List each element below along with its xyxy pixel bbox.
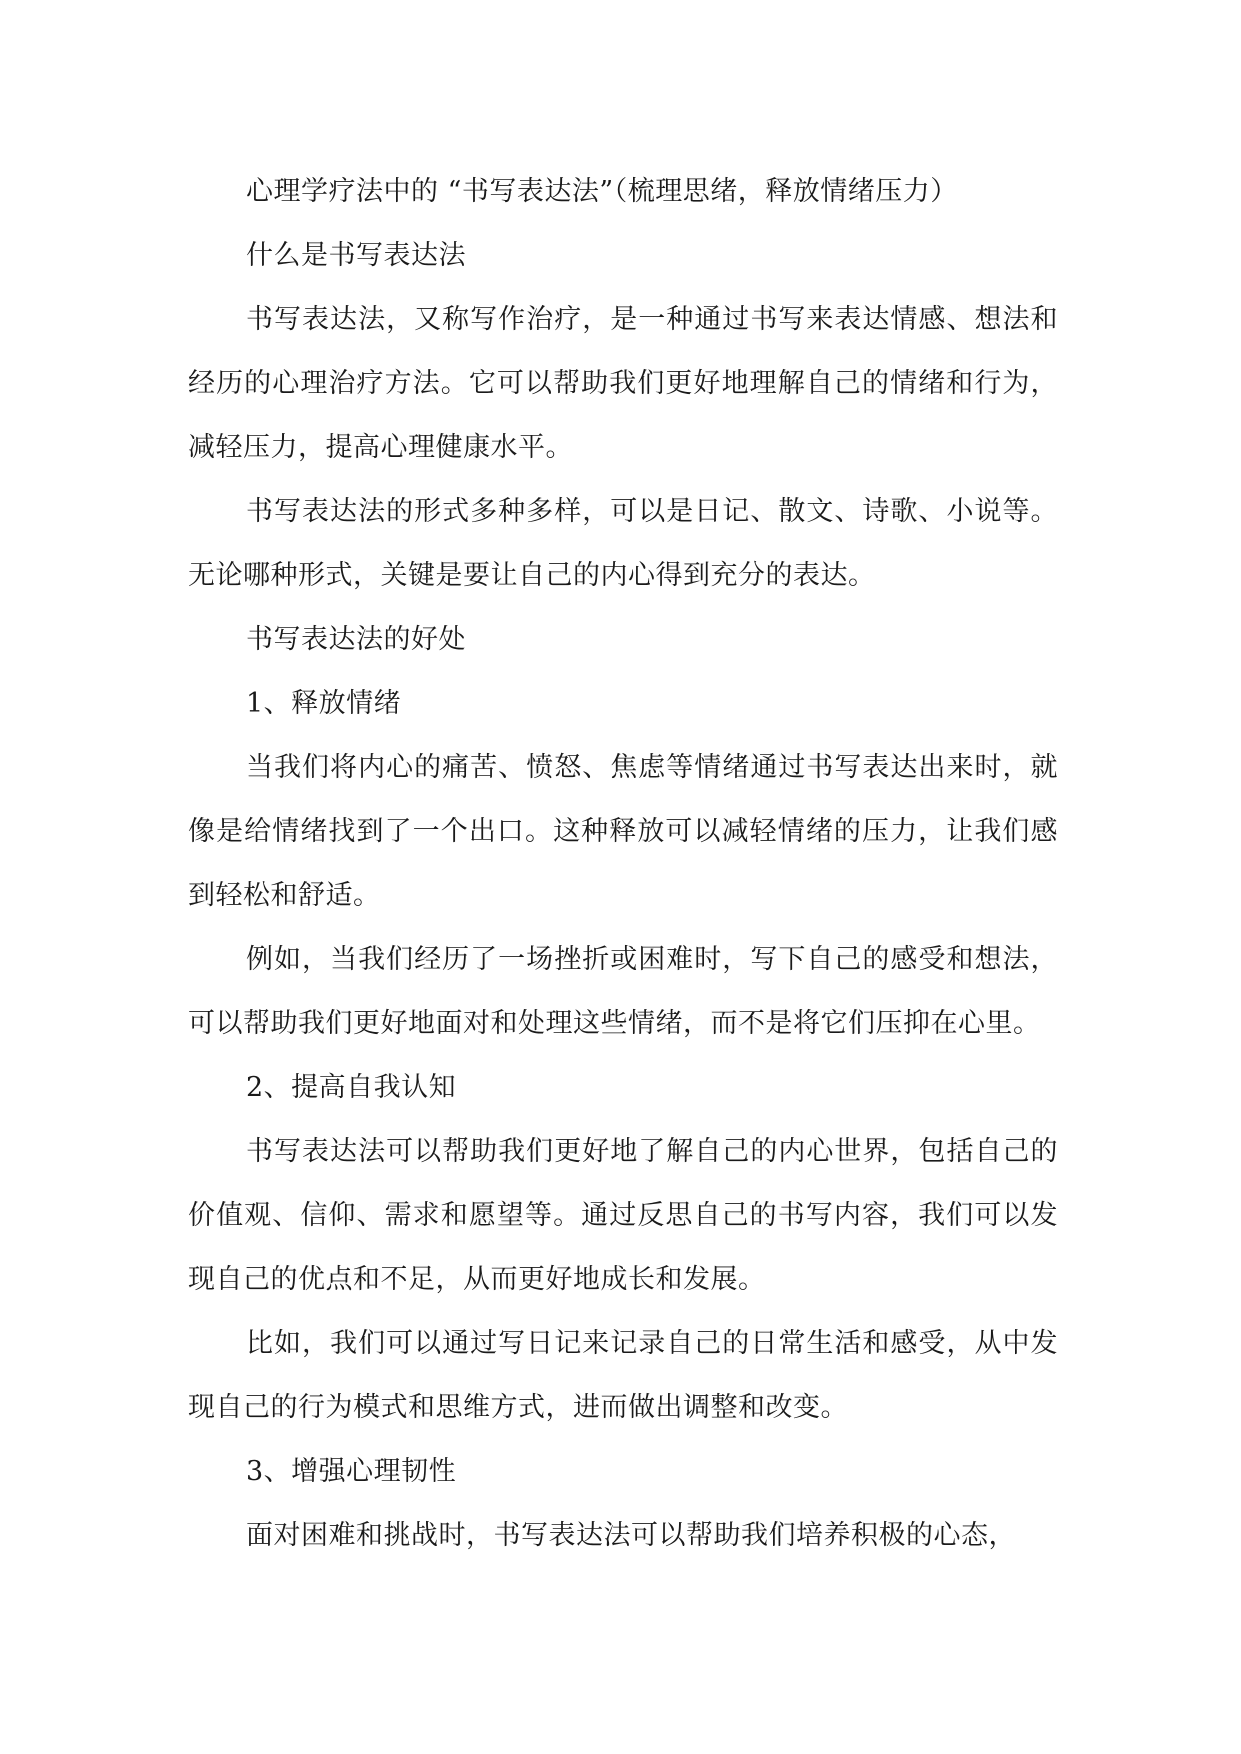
paragraph-resilience: 面对困难和挑战时，书写表达法可以帮助我们培养积极的心态，: [246, 1520, 1016, 1551]
benefit-heading-release-emotions: 1、释放情绪: [246, 688, 402, 719]
paragraph-release-emotions-example: 例如，当我们经历了一场挫折或困难时，写下自己的感受和想法，可以帮助我们更好地面对和处理这些情绪，而不是将它们压抑在心里。: [188, 944, 1058, 1039]
section-heading-benefits: 书写表达法的好处: [246, 624, 466, 655]
paragraph-definition: 书写表达法，又称写作治疗，是一种通过书写来表达情感、想法和经历的心理治疗方法。它可以帮助我们更好地理解自己的情绪和行为，减轻压力，提高心理健康水平。: [188, 304, 1058, 463]
document-body: [188, 160, 1058, 1568]
benefit-heading-resilience: 3、增强心理韧性: [246, 1456, 457, 1487]
paragraph-self-awareness-example: 比如，我们可以通过写日记来记录自己的日常生活和感受，从中发现自己的行为模式和思维方式，进而做出调整和改变。: [188, 1328, 1058, 1423]
benefit-heading-self-awareness: 2、提高自我认知: [246, 1072, 457, 1103]
section-heading-what-is: 什么是书写表达法: [246, 240, 466, 271]
document-title: 心理学疗法中的 “书写表达法”（梳理思绪，释放情绪压力）: [246, 176, 958, 207]
paragraph-release-emotions: 当我们将内心的痛苦、愤怒、焦虑等情绪通过书写表达出来时，就像是给情绪找到了一个出口。这种释放可以减轻情绪的压力，让我们感到轻松和舒适。: [188, 752, 1058, 911]
paragraph-forms: 书写表达法的形式多种多样，可以是日记、散文、诗歌、小说等。无论哪种形式，关键是要让自己的内心得到充分的表达。: [188, 496, 1058, 591]
paragraph-self-awareness: 书写表达法可以帮助我们更好地了解自己的内心世界，包括自己的价值观、信仰、需求和愿望等。通过反思自己的书写内容，我们可以发现自己的优点和不足，从而更好地成长和发展。: [188, 1136, 1058, 1295]
